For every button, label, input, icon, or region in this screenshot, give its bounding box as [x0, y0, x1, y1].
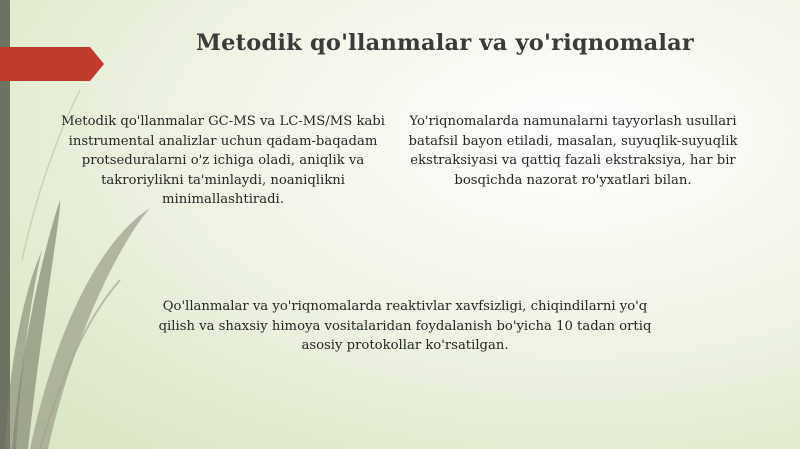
accent-arrow-shape: [0, 47, 105, 81]
paragraph-methodical-guides: Metodik qo'llanmalar GC-MS va LC-MS/MS kabi instrumental analizlar uchun qadam-baqadam protseduralarni o'z ichiga oladi, aniqlik va takroriylikni ta'minlaydi, noaniqlikni minimallashtiradi.: [61, 114, 385, 207]
paragraph-instructions: Yo'riqnomalarda namunalarni tayyorlash usullari batafsil bayon etiladi, masalan, suyuqlik-suyuqlik ekstraksiyasi va qattiq fazali ekstraksiya, har bir bosqichda nazorat ro'yxatlari bilan.: [408, 114, 738, 188]
paragraph-safety-protocols: Qo'llanmalar va yo'riqnomalarda reaktivlar xavfsizligi, chiqindilarni yo'q qilish va shaxsiy himoya vositalaridan foydalanish bo'yicha 10 tadan ortiq asosiy protokollar ko'rsatilgan.: [158, 299, 652, 353]
slide-title: Metodik qo'llanmalar va yo'riqnomalar: [196, 30, 694, 56]
